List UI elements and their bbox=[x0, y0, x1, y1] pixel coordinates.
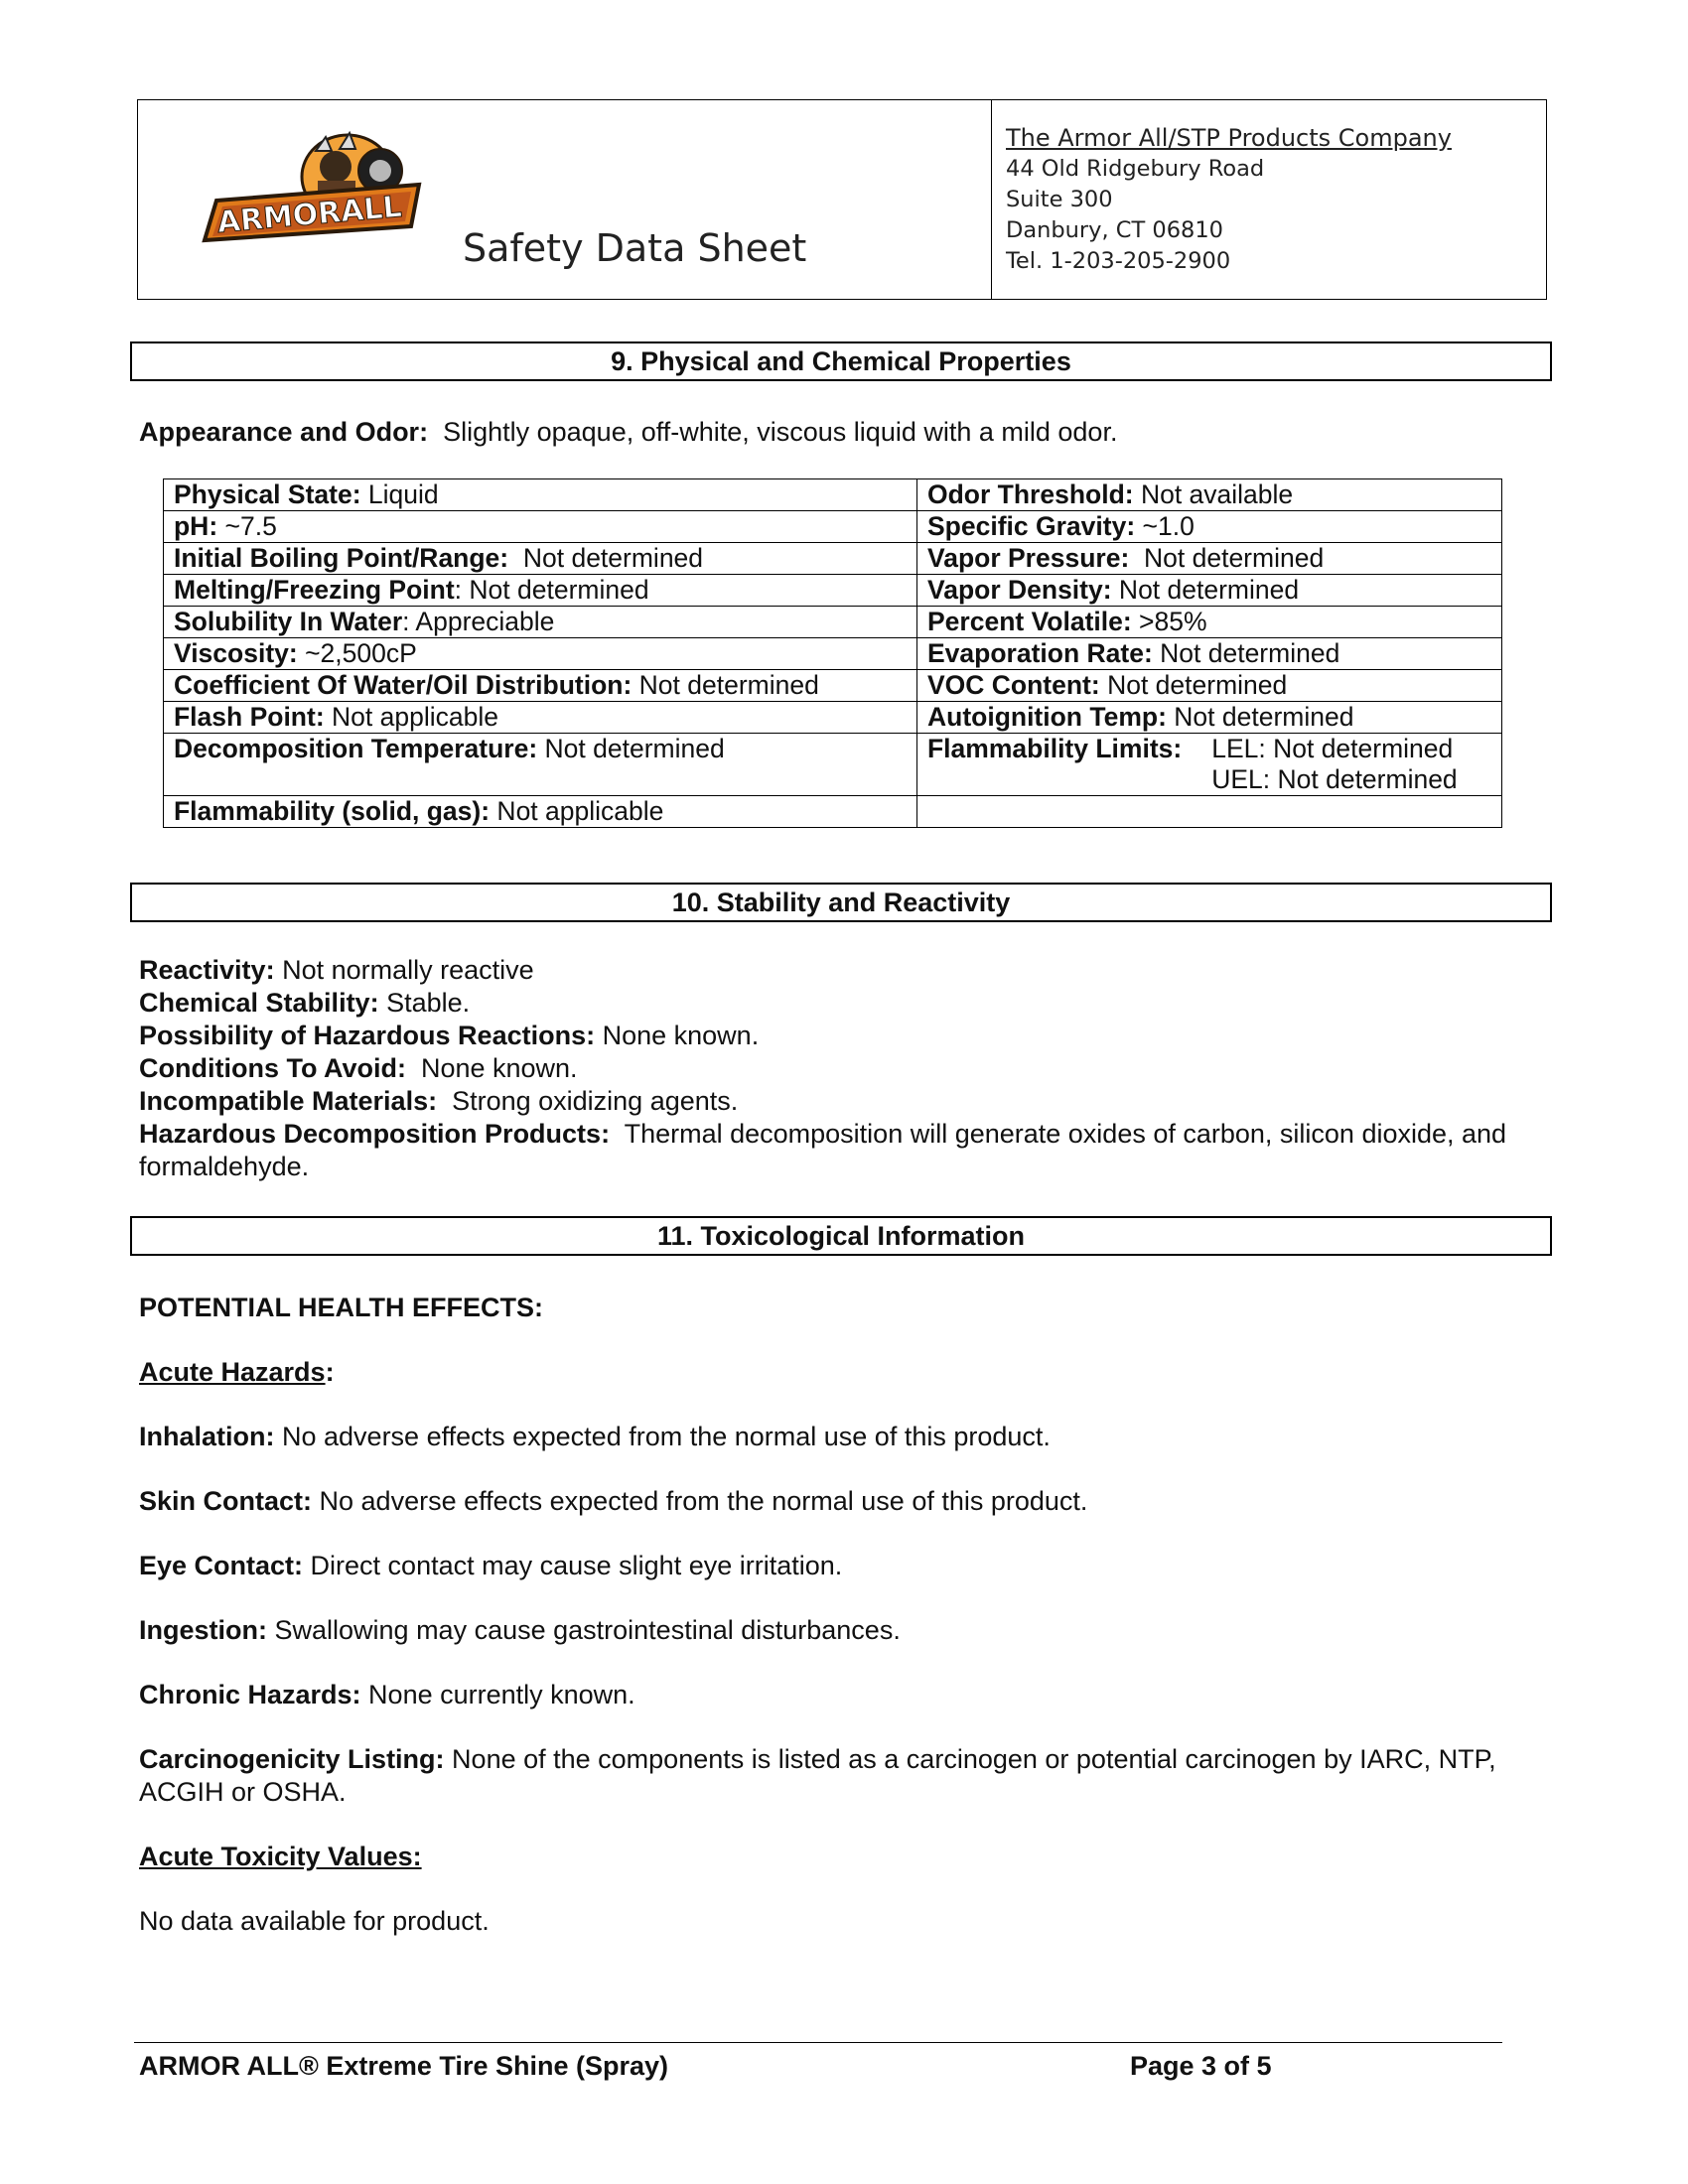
table-cell bbox=[917, 543, 1502, 575]
cell-label: Melting/Freezing Point bbox=[174, 575, 455, 605]
cell-value: Not determined bbox=[1152, 638, 1340, 668]
ingestion-line bbox=[139, 1615, 901, 1646]
table-cell bbox=[164, 543, 917, 575]
section-9-header: 9. Physical and Chemical Properties bbox=[130, 341, 1552, 381]
carcinogenicity-continuation: ACGIH or OSHA. bbox=[139, 1777, 347, 1807]
skin-contact-line bbox=[139, 1486, 1087, 1517]
item-value: No adverse effects expected from the normal use of this product. bbox=[274, 1422, 1051, 1451]
table-row bbox=[164, 607, 1502, 638]
cell-label: VOC Content: bbox=[927, 670, 1100, 700]
item-label: Eye Contact: bbox=[139, 1551, 304, 1580]
item-value: Strong oxidizing agents. bbox=[437, 1086, 739, 1116]
item-label: Chemical Stability: bbox=[139, 988, 379, 1018]
table-row bbox=[164, 479, 1502, 511]
cell-value: ~2,500cP bbox=[297, 638, 417, 668]
cell-value: Not determined bbox=[632, 670, 819, 700]
footer-page-number: Page 3 of 5 bbox=[1130, 2051, 1272, 2081]
lel-value: LEL: Not determined bbox=[1211, 734, 1454, 763]
chronic-hazards-line bbox=[139, 1680, 635, 1710]
potential-health-effects: POTENTIAL HEALTH EFFECTS: bbox=[139, 1293, 543, 1322]
item-label: Reactivity: bbox=[139, 955, 275, 985]
table-row bbox=[164, 511, 1502, 543]
cell-value: Not determined bbox=[1099, 670, 1288, 700]
item-label: Chronic Hazards: bbox=[139, 1680, 361, 1709]
table-cell bbox=[164, 479, 917, 511]
cell-label: Percent Volatile: bbox=[927, 607, 1132, 636]
hazardous-reactions-line bbox=[139, 1021, 759, 1051]
item-label: Incompatible Materials: bbox=[139, 1086, 438, 1116]
footer-rule bbox=[134, 2042, 1502, 2043]
cell-label: Vapor Density: bbox=[927, 575, 1112, 605]
table-cell bbox=[917, 702, 1502, 734]
table-cell bbox=[164, 575, 917, 607]
decomposition-products-line bbox=[139, 1119, 1506, 1150]
cell-label: Odor Threshold: bbox=[927, 479, 1134, 509]
table-cell bbox=[917, 607, 1502, 638]
section-10-header: 10. Stability and Reactivity bbox=[130, 883, 1552, 922]
item-value: Thermal decomposition will generate oxides of carbon, silicon dioxide, and bbox=[610, 1119, 1507, 1149]
cell-value: Not determined bbox=[1129, 543, 1325, 573]
table-row bbox=[164, 702, 1502, 734]
flammability-values bbox=[1211, 734, 1457, 795]
table-cell bbox=[917, 670, 1502, 702]
cell-label: Decomposition Temperature: bbox=[174, 734, 538, 763]
inhalation-line bbox=[139, 1422, 1051, 1452]
cell-label: Autoignition Temp: bbox=[927, 702, 1167, 732]
table-row bbox=[164, 638, 1502, 670]
table-row bbox=[164, 575, 1502, 607]
appearance-line bbox=[139, 417, 1117, 448]
acute-hazards-heading bbox=[139, 1357, 335, 1388]
table-cell bbox=[164, 638, 917, 670]
company-phone: Tel. 1-203-205-2900 bbox=[1006, 248, 1231, 274]
cell-value: Not applicable bbox=[324, 702, 498, 732]
item-value: None known. bbox=[595, 1021, 760, 1050]
item-value: None of the components is listed as a carcinogen or potential carcinogen by IARC, NTP, bbox=[444, 1744, 1496, 1774]
cell-label: Physical State: bbox=[174, 479, 361, 509]
item-value: None currently known. bbox=[360, 1680, 635, 1709]
cell-label: Vapor Pressure: bbox=[927, 543, 1130, 573]
item-label: Ingestion: bbox=[139, 1615, 267, 1645]
table-cell bbox=[917, 638, 1502, 670]
table-cell bbox=[164, 702, 917, 734]
item-label: Possibility of Hazardous Reactions: bbox=[139, 1021, 596, 1050]
svg-text:ARMORALL: ARMORALL bbox=[215, 189, 403, 241]
cell-label: Solubility In Water bbox=[174, 607, 403, 636]
cell-value: Not determined bbox=[1111, 575, 1300, 605]
eye-contact-line bbox=[139, 1551, 842, 1581]
appearance-label: Appearance and Odor: bbox=[139, 417, 429, 447]
table-cell bbox=[917, 511, 1502, 543]
table-cell bbox=[917, 734, 1502, 796]
table-cell bbox=[164, 796, 917, 828]
table-cell bbox=[917, 575, 1502, 607]
cell-label: pH: bbox=[174, 511, 218, 541]
company-address-2: Suite 300 bbox=[1006, 187, 1113, 212]
cell-label: Flash Point: bbox=[174, 702, 325, 732]
item-value: None known. bbox=[405, 1053, 578, 1083]
table-cell bbox=[164, 607, 917, 638]
cell-label: Flammability Limits: bbox=[927, 734, 1183, 763]
cell-value: Not available bbox=[1133, 479, 1294, 509]
appearance-value: Slightly opaque, off-white, viscous liquid with a mild odor. bbox=[443, 417, 1118, 447]
item-label: Skin Contact: bbox=[139, 1486, 313, 1516]
uel-value: UEL: Not determined bbox=[1211, 764, 1458, 794]
table-row bbox=[164, 734, 1502, 796]
section-11-header: 11. Toxicological Information bbox=[130, 1216, 1552, 1256]
item-label: Inhalation: bbox=[139, 1422, 275, 1451]
cell-value: ~1.0 bbox=[1135, 511, 1195, 541]
cell-value: Not determined bbox=[1166, 702, 1354, 732]
table-row bbox=[164, 543, 1502, 575]
cell-value: Liquid bbox=[360, 479, 439, 509]
table-row bbox=[164, 796, 1502, 828]
table-cell bbox=[164, 511, 917, 543]
company-city: Danbury, CT 06810 bbox=[1006, 217, 1223, 243]
item-value: No adverse effects expected from the normal use of this product. bbox=[312, 1486, 1088, 1516]
item-label: Hazardous Decomposition Products: bbox=[139, 1119, 611, 1149]
cell-label: Evaporation Rate: bbox=[927, 638, 1153, 668]
armor-all-logo bbox=[199, 129, 427, 263]
item-label: Carcinogenicity Listing: bbox=[139, 1744, 445, 1774]
acute-toxicity-title: Acute Toxicity Values: bbox=[139, 1842, 422, 1871]
company-name: The Armor All/STP Products Company bbox=[1006, 124, 1452, 152]
acute-toxicity-value: No data available for product. bbox=[139, 1906, 490, 1936]
stability-line bbox=[139, 988, 470, 1019]
cell-value: >85% bbox=[1131, 607, 1207, 636]
decomposition-continuation: formaldehyde. bbox=[139, 1152, 310, 1181]
cell-label: Coefficient Of Water/Oil Distribution: bbox=[174, 670, 633, 700]
carcinogenicity-line bbox=[139, 1744, 1496, 1775]
header-divider bbox=[991, 99, 992, 300]
cell-value: Not determined bbox=[537, 734, 725, 763]
footer-product-name: ARMOR ALL® Extreme Tire Shine (Spray) bbox=[139, 2051, 668, 2081]
cell-value: Not determined bbox=[508, 543, 704, 573]
cell-label: Flammability (solid, gas): bbox=[174, 796, 491, 826]
cell-label: Specific Gravity: bbox=[927, 511, 1136, 541]
cell-value: Not applicable bbox=[490, 796, 664, 826]
cell-label: Initial Boiling Point/Range: bbox=[174, 543, 509, 573]
item-value: Stable. bbox=[378, 988, 471, 1018]
cell-value: : Not determined bbox=[454, 575, 649, 605]
table-row bbox=[164, 670, 1502, 702]
document-title: Safety Data Sheet bbox=[463, 226, 807, 270]
cell-value: ~7.5 bbox=[217, 511, 277, 541]
item-value: Swallowing may cause gastrointestinal disturbances. bbox=[267, 1615, 901, 1645]
table-cell-empty bbox=[917, 796, 1502, 828]
acute-hazards-title: Acute Hazards bbox=[139, 1357, 326, 1387]
incompatible-line bbox=[139, 1086, 738, 1117]
acute-toxicity-heading bbox=[139, 1842, 422, 1872]
cell-label: Viscosity: bbox=[174, 638, 298, 668]
conditions-line bbox=[139, 1053, 578, 1084]
cell-value: : Appreciable bbox=[402, 607, 555, 636]
item-value: Not normally reactive bbox=[274, 955, 534, 985]
item-label: Conditions To Avoid: bbox=[139, 1053, 406, 1083]
table-cell bbox=[164, 734, 917, 796]
table-cell bbox=[917, 479, 1502, 511]
item-value: Direct contact may cause slight eye irritation. bbox=[303, 1551, 843, 1580]
properties-table bbox=[163, 478, 1502, 828]
reactivity-line bbox=[139, 955, 534, 986]
table-cell bbox=[164, 670, 917, 702]
acute-hazards-colon: : bbox=[325, 1357, 335, 1387]
company-info bbox=[1006, 123, 1452, 277]
company-address-1: 44 Old Ridgebury Road bbox=[1006, 156, 1265, 182]
